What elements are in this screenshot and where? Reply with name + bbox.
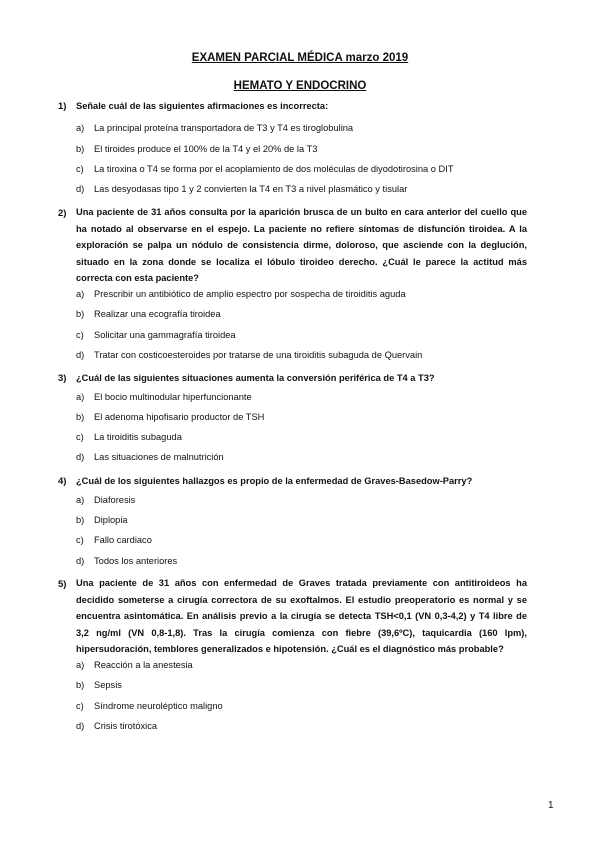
question-5-text: Una paciente de 31 años con enfermedad de Graves tratada previamente con antitiroideos ha decidido someterse a cirugía correctora de su exoftalmos. El estudio preoperatorio es normal y se encuentra asintomática. En análisis previo a la cirugía se detecta TSH<0,1 (VN 0,3-4,2) y T4 libre de 3,2 ng/ml (VN 0,8-1,8). Tras la cirugía comienza con fiebre (39,6ºC), taquicardia (160 lpm), hipersudoración, temblores generalizados e hipotensión. ¿Cuál es el diagnóstico más probable?: [76, 578, 527, 655]
question-1-number: 1): [58, 101, 67, 112]
option-letter: b): [76, 309, 85, 319]
option-text: Reacción a la anestesia: [94, 660, 193, 670]
option-letter: a): [76, 123, 85, 133]
option-letter: d): [76, 350, 85, 360]
option-text: Prescribir un antibiótico de amplio espectro por sospecha de tiroiditis aguda: [94, 289, 406, 299]
option-letter: a): [76, 495, 85, 505]
question-2-option-c: [76, 330, 236, 340]
question-3-text: ¿Cuál de las siguientes situaciones aumenta la conversión periférica de T4 a T3?: [76, 373, 435, 383]
question-2-text: Una paciente de 31 años consulta por la aparición brusca de un bulto en cara anterior del cuello que ha notado al observarse en el espejo. La paciente no refiere síntomas de disfunción tiroidea. A la exploración se palpa un nódulo de consistencia dirme, doloroso, que asciende con la deglución, situado en la zona donde se localiza el lóbulo tiroideo derecho. ¿Cuál le parece la actitud más correcta con esta paciente?: [76, 207, 527, 284]
question-2-option-d: [76, 350, 422, 360]
option-text: El adenoma hipofisario productor de TSH: [94, 412, 265, 422]
option-letter: b): [76, 412, 85, 422]
question-2-number: 2): [58, 208, 67, 219]
option-text: Diplopia: [94, 515, 128, 525]
question-1-option-d: [76, 184, 407, 194]
option-letter: a): [76, 660, 85, 670]
question-5-option-b: [76, 680, 122, 690]
option-letter: d): [76, 452, 85, 462]
option-text: La tiroxina o T4 se forma por el acoplamiento de dos moléculas de diyodotirosina o DIT: [94, 164, 454, 174]
question-1-option-a: [76, 123, 353, 133]
option-text: Solicitar una gammagrafía tiroidea: [94, 330, 236, 340]
option-letter: d): [76, 184, 85, 194]
question-4-option-c: [76, 535, 152, 545]
exam-subtitle: HEMATO Y ENDOCRINO: [233, 80, 367, 92]
option-text: Las desyodasas tipo 1 y 2 convierten la T4 en T3 a nivel plasmático y tisular: [94, 184, 408, 194]
question-4-option-d: [76, 556, 177, 566]
option-letter: a): [76, 289, 85, 299]
question-1-text: Señale cuál de las siguientes afirmaciones es incorrecta:: [76, 101, 329, 111]
question-4-text: ¿Cuál de los siguientes hallazgos es propio de la enfermedad de Graves-Basedow-Parry?: [76, 476, 473, 486]
question-5-option-c: [76, 701, 223, 711]
option-text: Sepsis: [94, 680, 122, 690]
option-letter: a): [76, 392, 85, 402]
question-5-option-a: [76, 660, 193, 670]
question-4-option-b: [76, 515, 128, 525]
option-text: Fallo cardiaco: [94, 535, 152, 545]
question-2-option-a: [76, 289, 406, 299]
question-5-option-d: [76, 721, 157, 731]
option-text: El tiroides produce el 100% de la T4 y el 20% de la T3: [94, 144, 318, 154]
question-3-option-b: [76, 412, 264, 422]
option-text: Crisis tirotóxica: [94, 721, 158, 731]
option-text: Tratar con costicoesteroides por tratarse de una tiroiditis subaguda de Quervain: [94, 350, 423, 360]
option-letter: b): [76, 144, 85, 154]
option-text: Todos los anteriores: [94, 556, 178, 566]
question-3-option-c: [76, 432, 182, 442]
question-5-number: 5): [58, 579, 67, 590]
option-text: Diaforesis: [94, 495, 136, 505]
option-text: Realizar una ecografía tiroidea: [94, 309, 221, 319]
question-1-option-b: [76, 144, 317, 154]
exam-title: EXAMEN PARCIAL MÉDICA marzo 2019: [191, 52, 409, 64]
option-letter: b): [76, 680, 85, 690]
option-letter: c): [76, 535, 84, 545]
option-text: Síndrome neuroléptico maligno: [94, 701, 223, 711]
question-3-number: 3): [58, 373, 67, 384]
question-3-option-a: [76, 392, 252, 402]
question-2-option-b: [76, 309, 221, 319]
option-letter: c): [76, 432, 84, 442]
option-text: Las situaciones de malnutrición: [94, 452, 224, 462]
option-text: El bocio multinodular hiperfuncionante: [94, 392, 252, 402]
option-letter: c): [76, 330, 84, 340]
option-letter: c): [76, 701, 84, 711]
page-number: 1: [548, 800, 554, 811]
question-4-number: 4): [58, 476, 67, 487]
option-letter: d): [76, 556, 85, 566]
option-text: La tiroiditis subaguda: [94, 432, 182, 442]
option-text: La principal proteína transportadora de T3 y T4 es tiroglobulina: [94, 123, 354, 133]
question-3-option-d: [76, 452, 224, 462]
question-4-option-a: [76, 495, 135, 505]
option-letter: c): [76, 164, 84, 174]
option-letter: d): [76, 721, 85, 731]
option-letter: b): [76, 515, 85, 525]
question-1-option-c: [76, 164, 454, 174]
